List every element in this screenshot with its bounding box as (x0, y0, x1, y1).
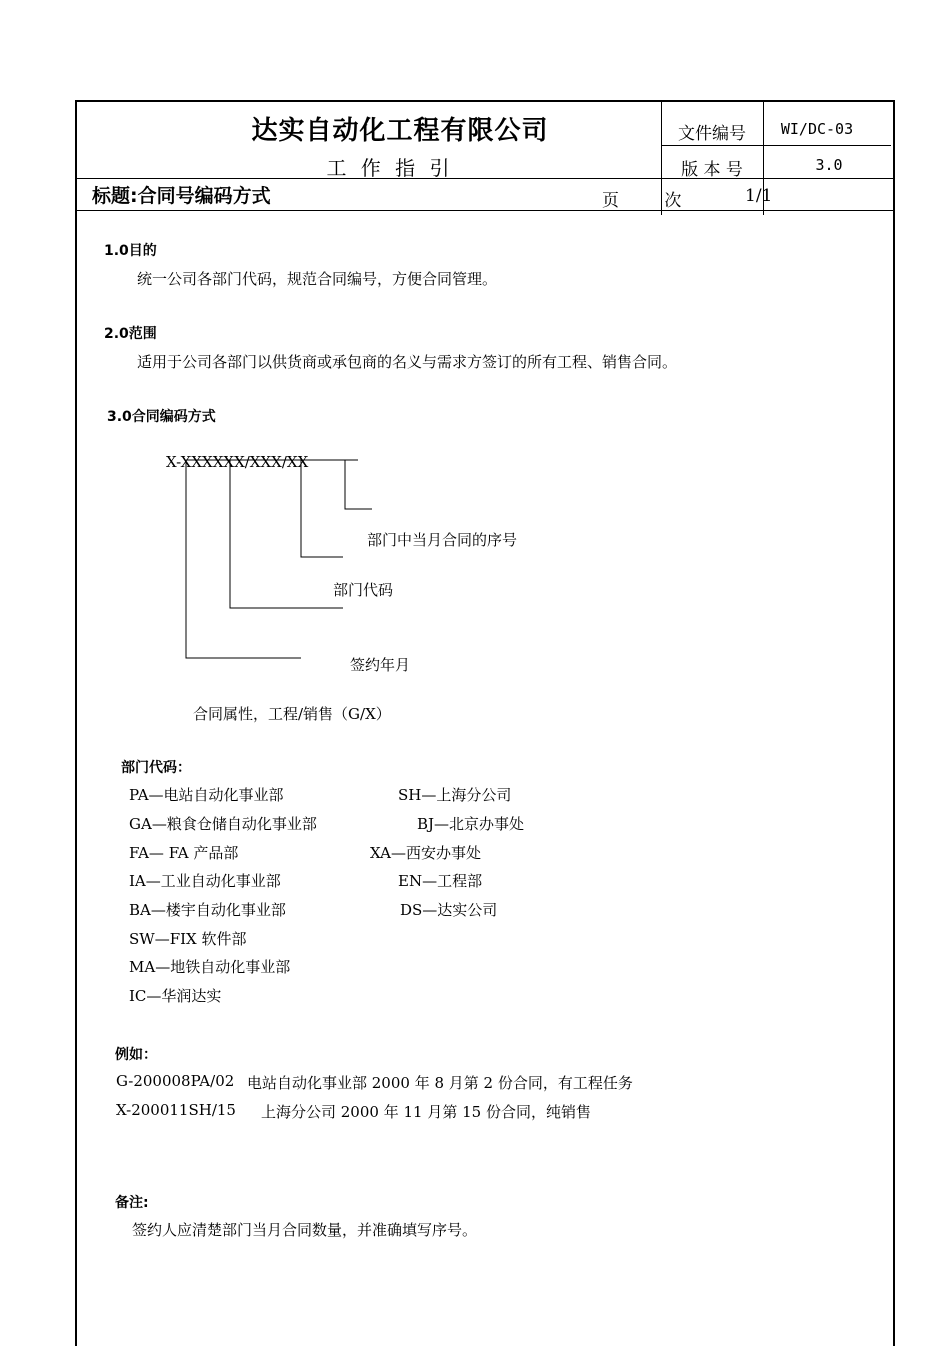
section-heading: 1.0目的 (104, 243, 157, 259)
section-text: 统一公司各部门代码，规范合同编号，方便合同管理。 (137, 270, 498, 288)
dept-item: MA—地铁自动化事业部 (129, 958, 291, 976)
dept-item: DS—达实公司 (400, 901, 498, 919)
dept-item: GA—粮食仓储自动化事业部 (129, 815, 317, 833)
doc-number-label: 文件编号 (678, 124, 746, 144)
doc-title: 标题:合同号编码方式 (92, 185, 271, 207)
section-heading: 3.0合同编码方式 (107, 409, 216, 425)
dept-item: EN—工程部 (398, 872, 483, 890)
dept-item: SW—FIX 软件部 (129, 930, 247, 948)
dept-item: XA—西安办事处 (370, 844, 481, 862)
example-code: X-200011SH/15 (116, 1101, 236, 1119)
label-date: 签约年月 (350, 656, 411, 674)
dept-item: IA—工业自动化事业部 (129, 872, 281, 890)
doc-subtitle: 工 作 指 引 (326, 156, 454, 180)
version-label: 版 本 号 (681, 160, 743, 180)
page-label: 页 次 (602, 191, 682, 211)
example-code: G-200008PA/02 (116, 1072, 235, 1090)
label-department: 部门代码 (333, 581, 394, 599)
dept-item: BA—楼宇自动化事业部 (129, 901, 286, 919)
diagram-connector-seq (345, 460, 372, 509)
dept-item: PA—电站自动化事业部 (129, 786, 284, 804)
company-name: 达实自动化工程有限公司 (251, 116, 549, 146)
dept-item: FA— FA 产品部 (129, 844, 239, 862)
diagram-connector-dept (301, 460, 343, 557)
version-value: 3.0 (815, 156, 843, 174)
diagram-connector-attr (186, 460, 301, 658)
dept-item: SH—上海分公司 (398, 786, 512, 804)
label-sequence: 部门中当月合同的序号 (367, 531, 518, 549)
section-heading: 2.0范围 (104, 326, 157, 342)
code-format: X-XXXXXX/XXX/XX (166, 453, 309, 471)
departments-heading: 部门代码： (121, 760, 191, 776)
example-desc: 上海分公司 2000 年 11 月第 15 份合同，纯销售 (261, 1103, 591, 1121)
label-attribute: 合同属性，工程/销售（G/X） (193, 705, 391, 723)
examples-heading: 例如： (115, 1047, 157, 1063)
notes-text: 签约人应清楚部门当月合同数量，并准确填写序号。 (132, 1221, 478, 1239)
example-desc: 电站自动化事业部 2000 年 8 月第 2 份合同，有工程任务 (247, 1074, 633, 1092)
page-value: 1/1 (745, 186, 773, 206)
dept-item: BJ—北京办事处 (417, 815, 525, 833)
section-text: 适用于公司各部门以供货商或承包商的名义与需求方签订的所有工程、销售合同。 (137, 353, 678, 371)
diagram-connector-date (230, 460, 343, 608)
doc-number-value: WI/DC-03 (780, 120, 854, 138)
dept-item: IC—华润达实 (129, 987, 222, 1005)
notes-heading: 备注: (115, 1195, 149, 1211)
